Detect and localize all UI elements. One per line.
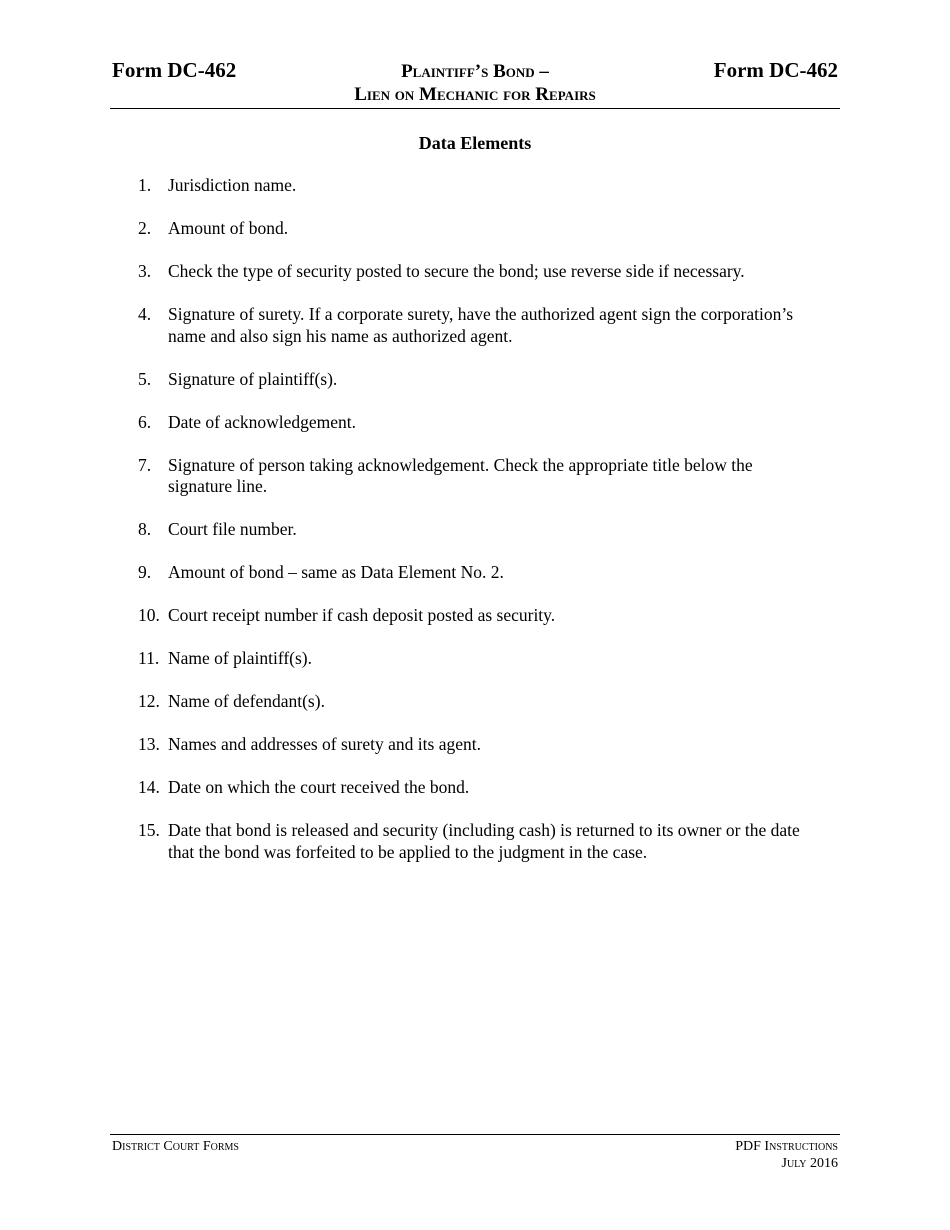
title-line-2: Lien on Mechanic for Repairs	[354, 84, 596, 105]
item-number: 8.	[138, 519, 152, 539]
item-number: 14.	[138, 777, 160, 797]
data-elements-list	[138, 175, 818, 885]
item-text: Court file number.	[168, 519, 297, 539]
item-number: 6.	[138, 411, 152, 432]
item-text: Jurisdiction name.	[168, 175, 297, 195]
item-text: Names and addresses of surety and its agent.	[168, 734, 481, 754]
list-item	[138, 519, 818, 541]
item-text: Signature of surety. If a corporate surety, have the authorized agent sign the corporation’s name and also sign his name as authorized agent.	[168, 304, 794, 346]
item-text: Signature of plaintiff(s).	[168, 368, 338, 389]
list-item	[138, 648, 818, 670]
item-text: Name of plaintiff(s).	[168, 648, 313, 668]
item-number: 5.	[138, 368, 152, 389]
list-item	[138, 455, 818, 498]
page-footer	[110, 1134, 840, 1171]
form-number-right: Form DC-462	[713, 58, 838, 82]
list-item	[138, 605, 818, 627]
list-item	[138, 691, 818, 713]
item-number: 3.	[138, 261, 152, 281]
footer-right-line-2: July 2016	[781, 1156, 838, 1171]
item-number: 9.	[138, 562, 152, 582]
item-text: Amount of bond.	[168, 218, 289, 238]
item-number: 1.	[138, 175, 152, 195]
item-text: Check the type of security posted to secure the bond; use reverse side if necessary.	[168, 261, 745, 281]
title-line-1: Plaintiff’s Bond –	[401, 61, 549, 82]
item-number: 12.	[138, 691, 160, 711]
item-text: Date that bond is released and security (including cash) is returned to its owner or the date that the bond was forfeited to be applied to the judgment in the case.	[168, 820, 800, 862]
list-item	[138, 734, 818, 756]
list-item	[138, 175, 818, 197]
item-number: 10.	[138, 605, 160, 625]
item-number: 7.	[138, 454, 152, 475]
item-number: 11.	[138, 648, 160, 668]
list-item	[138, 820, 818, 863]
list-item	[138, 304, 818, 347]
item-text: Signature of person taking acknowledgement. Check the appropriate title below the signature line.	[168, 454, 753, 496]
footer-right-text	[735, 1138, 838, 1172]
item-text: Court receipt number if cash deposit posted as security.	[168, 605, 556, 625]
page-header	[110, 56, 840, 109]
item-text: Amount of bond – same as Data Element No. 2.	[168, 562, 504, 582]
footer-right-line-1: PDF Instructions	[735, 1139, 838, 1154]
list-item	[138, 261, 818, 283]
list-item	[138, 562, 818, 584]
item-number: 15.	[138, 820, 160, 840]
list-item	[138, 369, 818, 391]
item-text: Date on which the court received the bond.	[168, 777, 470, 797]
item-text: Name of defendant(s).	[168, 691, 325, 711]
item-number: 13.	[138, 734, 160, 754]
item-number: 2.	[138, 218, 152, 238]
form-number-left: Form DC-462	[112, 58, 237, 82]
item-number: 4.	[138, 304, 152, 324]
list-item	[138, 218, 818, 240]
section-title: Data Elements	[418, 133, 532, 153]
footer-left-text: District Court Forms	[112, 1139, 239, 1154]
item-text: Date of acknowledgement.	[168, 411, 357, 432]
list-item	[138, 777, 818, 799]
list-item	[138, 412, 818, 434]
